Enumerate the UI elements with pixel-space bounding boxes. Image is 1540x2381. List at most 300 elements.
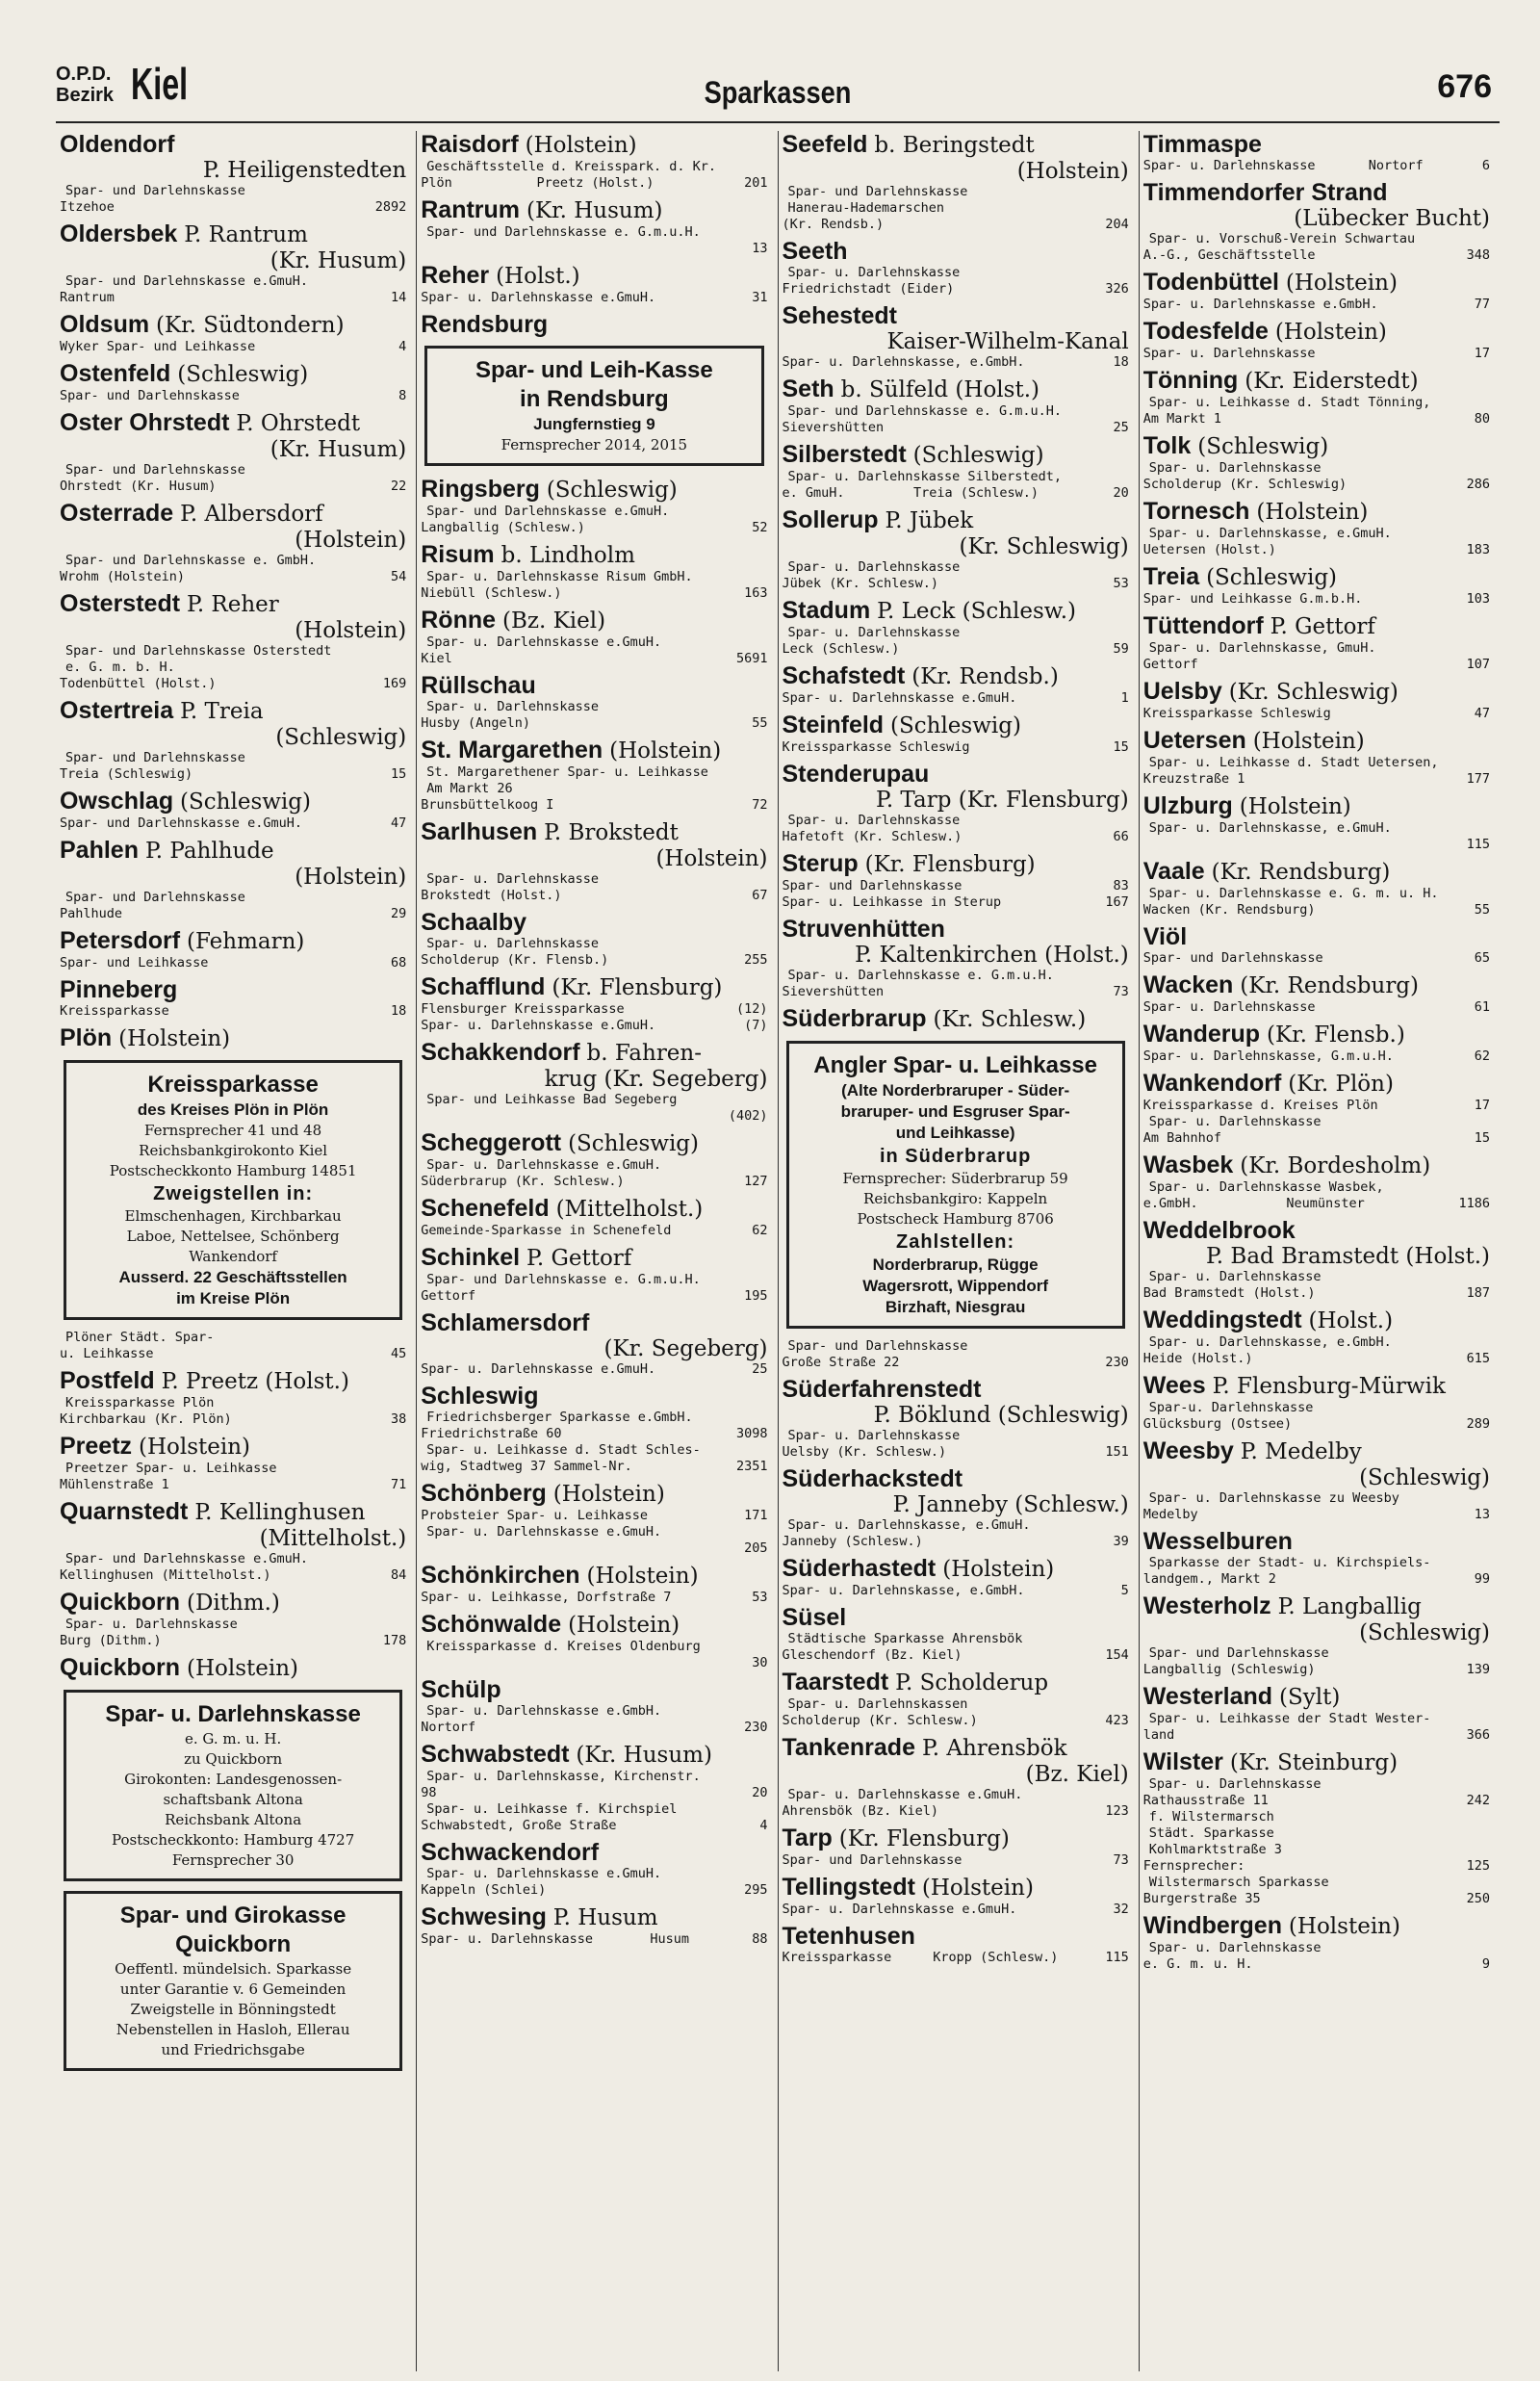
place-heading (783, 1604, 1129, 1631)
institution-line (421, 569, 767, 585)
institution-line (783, 878, 1129, 894)
institution-text: Gettorf (421, 1288, 476, 1304)
place-heading (1143, 923, 1490, 950)
institution-text: Spar- u. Leihkasse, Dorfstraße 7 (421, 1590, 672, 1605)
account-number: 205 (744, 1540, 768, 1556)
place-heading (421, 1383, 767, 1410)
account-number: 25 (752, 1361, 768, 1377)
institution-line (1143, 1507, 1490, 1523)
institution-text: Spar- u. Darlehnskasse (787, 559, 961, 575)
ad-line: Reichsbank Altona (165, 1811, 302, 1828)
listing-entry (421, 737, 767, 814)
place-subheading: (Schleswig) (1359, 1620, 1490, 1645)
place-name: Wankendorf (1142, 1070, 1282, 1097)
place-postal-note: P. Gettorf (526, 1246, 632, 1271)
place-name: Oldersbek (60, 220, 178, 247)
institution-line (783, 1902, 1129, 1918)
institution-line (421, 1442, 767, 1459)
institution-text: Bad Bramstedt (Holst.) (1142, 1285, 1316, 1301)
place-postal-note: (Schleswig) (1206, 565, 1338, 590)
place-name: Preetz (60, 1433, 133, 1460)
account-number: 14 (390, 290, 407, 305)
place-heading (1143, 1217, 1490, 1244)
place-name: Ostenfeld (60, 360, 171, 387)
place-name: Struvenhütten (782, 916, 945, 943)
place-heading (1143, 498, 1490, 526)
place-postal-note: (Kr. Husum) (526, 198, 663, 223)
institution-text: Fernsprecher: (1142, 1858, 1245, 1874)
institution-line (60, 815, 406, 832)
listing-entry (60, 500, 406, 585)
place-heading (60, 1589, 406, 1617)
institution-line (421, 1655, 767, 1671)
institution-text: Spar- und Darlehnskasse (65, 750, 245, 765)
account-number: 38 (390, 1411, 407, 1427)
place-name: Reher (421, 262, 490, 289)
institution-text: Spar- u. Darlehnskasse (1148, 1940, 1322, 1955)
place-heading (1143, 1748, 1490, 1776)
place-subheading: (Kr. Segeberg) (603, 1336, 768, 1361)
institution-text: Langballig (Schleswig) (1142, 1662, 1316, 1677)
listing-entry (783, 1338, 1129, 1371)
account-number: 20 (1113, 485, 1129, 501)
account-number: 125 (1466, 1858, 1490, 1874)
place-name: Seeth (782, 238, 848, 265)
account-number: 72 (752, 797, 768, 813)
place-name: Rüllschau (421, 672, 536, 699)
listing-entry (60, 1024, 406, 1052)
institution-line (783, 1787, 1129, 1803)
institution-line (1143, 1269, 1490, 1285)
institution-line (783, 576, 1129, 592)
institution-line (1143, 1727, 1490, 1744)
ad-title: Kreissparkasse (147, 1072, 319, 1098)
institution-line (421, 1818, 767, 1834)
institution-text: Spar- u. Darlehnskasse e.GmuH. (782, 1902, 1017, 1917)
place-name: Timmendorfer Strand (1142, 179, 1388, 206)
institution-text: Spar- u. Leihkasse f. Kirchspiel (426, 1801, 678, 1817)
institution-line (783, 829, 1129, 845)
listing-entry (783, 131, 1129, 233)
account-number: 31 (752, 290, 768, 305)
place-heading (783, 1555, 1129, 1583)
account-number: 15 (1474, 1130, 1490, 1146)
institution-text: Spar- u. Leihkasse der Stadt Wester- (1148, 1711, 1431, 1726)
place-name: Todenbüttel (1142, 269, 1279, 296)
institution-text: St. Margarethener Spar- u. Leihkasse (426, 764, 708, 780)
institution-line (1143, 820, 1490, 837)
place-postal-note: (Holstein) (609, 738, 722, 763)
institution-line (60, 1461, 406, 1477)
institution-line (1143, 1825, 1490, 1842)
place-postal-note: P. Ahrensbök (921, 1736, 1067, 1761)
institution-text: Spar- u. Darlehnskasse e.GmbH. (426, 1703, 662, 1719)
institution-line (1143, 247, 1490, 264)
institution-text: Kreissparkasse Schleswig (1142, 706, 1331, 721)
institution-line (1143, 1490, 1490, 1507)
place-name: Schafflund (421, 973, 546, 1000)
account-number: 169 (382, 676, 407, 691)
account-number: 115 (1466, 837, 1490, 852)
institution-text: Brunsbüttelkoog I (421, 797, 554, 813)
place-postal-note: (Sylt) (1279, 1685, 1341, 1710)
institution-text: Nortorf (421, 1720, 476, 1735)
place-postal-note: b. Lindholm (500, 543, 635, 568)
account-number: 139 (1466, 1662, 1490, 1677)
institution-line (1143, 1334, 1490, 1351)
place-postal-note: P. Husum (552, 1905, 658, 1930)
place-heading (783, 1465, 1129, 1492)
account-number: 55 (752, 715, 768, 731)
listing-entry (60, 220, 406, 306)
column-4 (1140, 131, 1500, 2371)
institution-text: Todenbüttel (Holst.) (60, 676, 217, 691)
place-name: Ringsberg (421, 476, 540, 503)
ad-subtitle: des Kreises Plön in Plön (137, 1100, 329, 1119)
institution-line (421, 159, 767, 175)
place-heading (60, 976, 406, 1003)
place-postal-note: (Holst.) (1308, 1308, 1394, 1333)
place-postal-note: P. Scholderup (895, 1670, 1049, 1695)
ad-line: schaftsbank Altona (163, 1791, 303, 1808)
listing-entry (1143, 1912, 1490, 1973)
institution-line (60, 569, 406, 585)
place-postal-note: P. Langballig (1277, 1594, 1422, 1619)
place-name: Sehestedt (782, 302, 897, 329)
institution-text: Spar- u. Darlehnskasse (1148, 460, 1322, 476)
institution-line (1143, 1956, 1490, 1973)
place-heading (783, 441, 1129, 469)
account-number: 423 (1105, 1713, 1129, 1728)
institution-line (783, 265, 1129, 281)
account-number: (7) (744, 1018, 768, 1033)
place-heading (783, 1376, 1129, 1403)
location-text: Kropp (Schlesw.) (933, 1950, 1059, 1965)
ad-line: und Leihkasse) (895, 1124, 1015, 1142)
institution-text: Glücksburg (Ostsee) (1142, 1416, 1293, 1432)
place-postal-note: (Holstein) (568, 1613, 680, 1638)
institution-text: e.GmbH. (1142, 1196, 1198, 1211)
listing-entry (783, 712, 1129, 756)
institution-text: Spar- u. Darlehnskasse (1142, 999, 1316, 1015)
institution-text: Spar- u. Leihkasse d. Stadt Tönning, (1148, 395, 1431, 410)
listing-entry (783, 1669, 1129, 1729)
institution-line (783, 420, 1129, 436)
institution-line (421, 585, 767, 602)
advertisement-box (64, 1690, 402, 1881)
place-heading (60, 360, 406, 388)
institution-text: Spar- u. Darlehnskasse, e.GmuH. (1148, 820, 1392, 836)
place-postal-note: (Kr. Schleswig) (1228, 680, 1399, 705)
institution-text: Spar- und Darlehnskasse e.GmuH. (426, 504, 670, 519)
place-heading (783, 302, 1129, 329)
institution-text: Spar- u. Darlehnskasse (1148, 1114, 1322, 1129)
institution-line (1143, 755, 1490, 771)
institution-line (1143, 1940, 1490, 1956)
account-number: 22 (390, 479, 407, 494)
ad-title: Angler Spar- u. Leihkasse (813, 1052, 1097, 1078)
place-heading (1143, 1152, 1490, 1179)
place-name: Scheggerott (421, 1129, 562, 1156)
place-heading (60, 927, 406, 955)
place-name: Wesselburen (1142, 1528, 1293, 1555)
institution-text: Spar- u. Leihkasse d. Stadt Uetersen, (1148, 755, 1439, 770)
account-number: 204 (1105, 217, 1129, 232)
institution-text: Spar- u. Darlehnskasse, GmuH. (1148, 640, 1376, 656)
place-name: Süderbrarup (782, 1005, 927, 1032)
institution-text: Mühlenstraße 1 (60, 1477, 169, 1492)
listing-entry (783, 1923, 1129, 1966)
place-heading (1143, 612, 1490, 640)
place-heading (1143, 858, 1490, 886)
institution-text: Brokstedt (Holst.) (421, 888, 562, 903)
institution-text: Spar- und Darlehnskasse (1148, 1645, 1329, 1661)
institution-line (421, 1108, 767, 1125)
institution-line (60, 1330, 406, 1346)
listing-entry (421, 1129, 767, 1190)
place-name: Stenderupau (782, 761, 930, 788)
listing-entry (421, 1309, 767, 1378)
listing-entry (1143, 131, 1490, 174)
institution-line (1143, 1891, 1490, 1907)
institution-line (1143, 1809, 1490, 1825)
institution-line (1143, 837, 1490, 853)
place-heading (783, 1005, 1129, 1033)
institution-text: Sparkasse der Stadt- u. Kirchspiels- (1148, 1555, 1431, 1570)
institution-line (60, 1395, 406, 1411)
account-number: 77 (1474, 297, 1490, 312)
institution-text: Husby (Angeln) (421, 715, 531, 731)
ad-line: Elmschenhagen, Kirchbarkau (124, 1207, 342, 1225)
institution-text: u. Leihkasse (60, 1346, 154, 1361)
ad-line: Postscheckkonto Hamburg 14851 (109, 1162, 357, 1179)
place-name: Weddelbrook (1142, 1217, 1296, 1244)
place-subheading: (Lübecker Bucht) (1294, 206, 1490, 231)
place-subheading: (Kr. Schleswig) (959, 534, 1129, 559)
place-name: Oldsum (60, 311, 150, 338)
place-name: Tarp (782, 1825, 833, 1851)
account-number: 45 (390, 1346, 407, 1361)
institution-line (60, 1477, 406, 1493)
institution-line (1143, 158, 1490, 174)
place-heading (421, 672, 767, 699)
institution-line (60, 462, 406, 479)
institution-line (1143, 1351, 1490, 1367)
institution-line (60, 388, 406, 404)
account-number: 66 (1113, 829, 1129, 844)
institution-line (60, 750, 406, 766)
institution-line (60, 890, 406, 906)
institution-line (1143, 1858, 1490, 1875)
location-text: Treia (Schlesw.) (912, 485, 1040, 501)
place-heading (421, 1611, 767, 1639)
institution-text: Am Markt 1 (1142, 411, 1222, 427)
institution-line (421, 290, 767, 306)
place-postal-note: (Kr. Flensburg) (552, 975, 723, 1000)
institution-text: Gemeinde-Sparkasse in Schenefeld (421, 1223, 672, 1238)
place-heading (421, 737, 767, 764)
account-number: 4 (398, 339, 407, 354)
institution-text: Sievershütten (782, 420, 885, 435)
place-heading (60, 590, 406, 618)
institution-line (783, 813, 1129, 829)
institution-text: Spar- u. Darlehnskasse e. G.m.u.H. (787, 968, 1054, 983)
institution-line (421, 1410, 767, 1426)
location-text: Neumünster (1286, 1196, 1365, 1211)
place-name: Sterup (782, 850, 859, 877)
place-name: Wasbek (1142, 1152, 1234, 1178)
institution-text: Wacken (Kr. Rendsburg) (1142, 902, 1316, 918)
place-heading (60, 311, 406, 339)
listing-entry (421, 262, 767, 306)
account-number: 47 (1474, 706, 1490, 721)
place-name: Süderhastedt (782, 1555, 937, 1582)
listing-entry (60, 1433, 406, 1493)
institution-line (421, 952, 767, 969)
ad-line: Postscheckkonto: Hamburg 4727 (111, 1831, 355, 1849)
listing-entry (783, 597, 1129, 658)
place-subheading: krug (Kr. Segeberg) (544, 1067, 768, 1092)
account-number: 230 (1105, 1355, 1129, 1370)
account-number: 8 (398, 388, 407, 403)
institution-line (783, 1338, 1129, 1355)
institution-line (1143, 886, 1490, 902)
place-heading (421, 1195, 767, 1223)
listing-entry (60, 1654, 406, 1682)
ad-line: Norderbrarup, Rügge (872, 1255, 1039, 1274)
listing-entry (1143, 1592, 1490, 1678)
place-heading (1143, 1372, 1490, 1400)
institution-text: Medelby (1142, 1507, 1198, 1522)
place-postal-note: P. Ohrstedt (236, 411, 361, 436)
institution-line (783, 1583, 1129, 1599)
district-label: O.P.D. Bezirk (56, 64, 115, 106)
place-postal-note: (Holstein) (1288, 1914, 1400, 1939)
institution-text: Spar- und Darlehnskasse (787, 184, 968, 199)
institution-text: Kreissparkasse (60, 1003, 169, 1019)
institution-text: Treia (Schleswig) (60, 766, 193, 782)
account-number: 55 (1474, 902, 1490, 918)
place-heading (1143, 1437, 1490, 1465)
listing-entry (1143, 1683, 1490, 1744)
institution-line (783, 1696, 1129, 1713)
account-number: 29 (390, 906, 407, 921)
institution-text: Wilstermarsch Sparkasse (1148, 1875, 1329, 1890)
institution-line (421, 1092, 767, 1108)
institution-line (421, 936, 767, 952)
institution-line (421, 1703, 767, 1720)
place-postal-note: (Kr. Flensburg) (864, 852, 1036, 877)
place-name: Plön (60, 1024, 113, 1051)
listing-entry (1143, 612, 1490, 673)
account-number: 30 (752, 1655, 768, 1670)
place-name: Schülp (421, 1676, 501, 1703)
place-postal-note: (Kr. Eiderstedt) (1245, 369, 1419, 394)
account-number: 53 (752, 1590, 768, 1605)
place-postal-note: P. Reher (187, 592, 279, 617)
institution-line (1143, 1571, 1490, 1588)
place-heading (1143, 1592, 1490, 1620)
ad-line: Zahlstellen: (896, 1231, 1015, 1253)
institution-line (60, 273, 406, 290)
institution-line (421, 520, 767, 536)
place-heading (1143, 179, 1490, 206)
institution-text: Spar- u. Darlehnskasse e.GmbH. (1142, 297, 1378, 312)
place-heading (421, 476, 767, 504)
place-postal-note: (Kr. Rendsburg) (1240, 973, 1420, 998)
place-subheading: (Holstein) (1016, 159, 1129, 184)
account-number: 151 (1105, 1444, 1129, 1460)
account-number: 178 (382, 1633, 407, 1648)
listing-entry (421, 607, 767, 667)
listing-entry (1143, 563, 1490, 608)
place-postal-note: (Holst.) (496, 264, 580, 289)
place-postal-note: (Schleswig) (890, 713, 1021, 738)
listing-entry (60, 788, 406, 832)
account-number: 348 (1466, 247, 1490, 263)
place-name: Quickborn (60, 1589, 181, 1616)
institution-line (421, 699, 767, 715)
institution-text: Plöner Städt. Spar- (65, 1330, 215, 1345)
place-heading (421, 818, 767, 846)
place-postal-note: (Holstein) (1274, 320, 1387, 345)
place-name: Wees (1142, 1372, 1206, 1399)
place-heading (1143, 1307, 1490, 1334)
institution-text: e. G. m. b. H. (65, 660, 175, 675)
listing-entry (421, 818, 767, 904)
institution-text: Spar- u. Darlehnskasse (1142, 158, 1316, 173)
institution-line (1143, 902, 1490, 919)
place-subheading: (Schleswig) (275, 725, 407, 750)
place-heading (421, 311, 767, 338)
institution-line (1143, 231, 1490, 247)
listing-entry (421, 1839, 767, 1899)
institution-line (60, 199, 406, 216)
account-number: 115 (1105, 1950, 1129, 1965)
institution-line (783, 968, 1129, 984)
institution-line (421, 781, 767, 797)
institution-line (421, 1288, 767, 1305)
advertisement-box (424, 346, 763, 466)
account-number: 177 (1466, 771, 1490, 787)
ad-title: Spar- u. Darlehnskasse (105, 1701, 361, 1727)
place-heading (783, 1734, 1129, 1762)
place-name: Wanderup (1142, 1021, 1261, 1048)
institution-text: Spar- u. Vorschuß-Verein Schwartau (1148, 231, 1416, 246)
institution-text: Scholderup (Kr. Schlesw.) (782, 1713, 978, 1728)
place-name: Uelsby (1142, 678, 1222, 705)
account-number: 61 (1474, 999, 1490, 1015)
account-number: 127 (744, 1174, 768, 1189)
institution-text: Spar- und Darlehnskasse e. G.m.u.H. (426, 224, 701, 240)
account-number: 65 (1474, 950, 1490, 966)
place-postal-note: (Kr. Flensb.) (1267, 1022, 1405, 1048)
institution-line (421, 1801, 767, 1818)
listing-entry (60, 1330, 406, 1362)
place-postal-note: (Mittelholst.) (555, 1197, 704, 1222)
region-name: Kiel (131, 59, 189, 109)
institution-line (421, 1223, 767, 1239)
listing-entry (783, 441, 1129, 502)
place-postal-note: (Holstein) (1252, 729, 1365, 754)
institution-line (421, 1785, 767, 1801)
institution-line (1143, 1875, 1490, 1891)
institution-line (421, 888, 767, 904)
listing-entry (421, 1195, 767, 1239)
institution-line (60, 1551, 406, 1567)
ad-title-2: Quickborn (175, 1931, 292, 1957)
account-number: 71 (390, 1477, 407, 1492)
